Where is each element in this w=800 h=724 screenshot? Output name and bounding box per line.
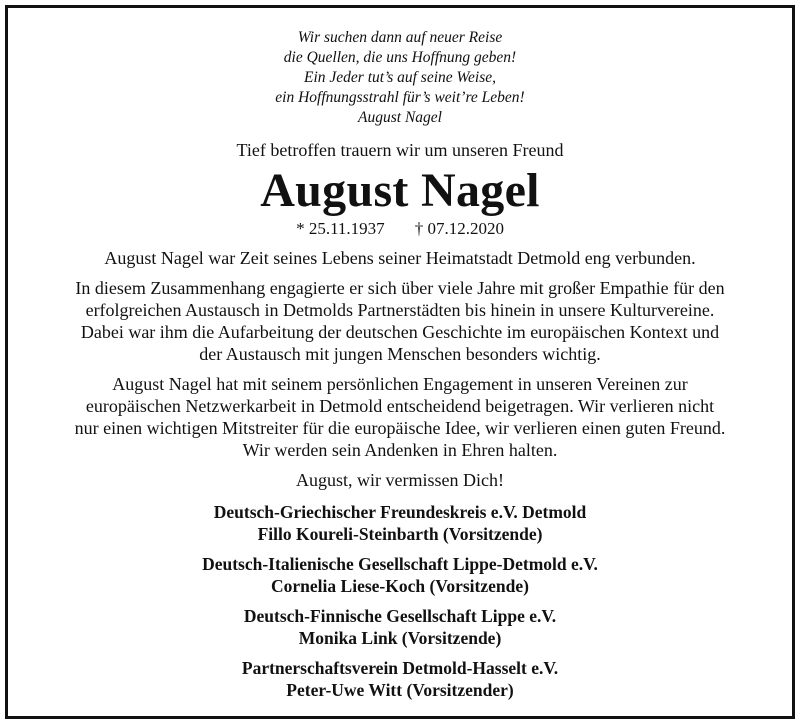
signature-org: Deutsch-Italienische Gesellschaft Lippe-Detmold e.V. (202, 554, 598, 574)
signature-block (8, 657, 792, 701)
deceased-name: August Nagel (260, 164, 540, 217)
paragraph-line: In diesem Zusammenhang engagierte er sich über viele Jahre mit großer Empathie für den (75, 278, 725, 298)
signature-person: Peter-Uwe Witt (Vorsitzender) (286, 680, 514, 700)
signature-block (8, 605, 792, 649)
paragraph-line: August Nagel war Zeit seines Lebens seiner Heimatstadt Detmold eng verbunden. (104, 248, 696, 268)
farewell-text: August, wir vermissen Dich! (296, 470, 504, 490)
paragraph-line: nur einen wichtigen Mitstreiter für die europäische Idee, wir verlieren einen guten Freund. (74, 418, 726, 438)
signature-person: Cornelia Liese-Koch (Vorsitzende) (271, 576, 529, 596)
poem-author: August Nagel (358, 109, 442, 126)
poem-line: Wir suchen dann auf neuer Reise (297, 29, 503, 46)
paragraph-line: europäischen Netzwerkarbeit in Detmold entscheidend beigetragen. Wir verlieren nicht (85, 396, 715, 416)
signature-org: Partnerschaftsverein Detmold-Hasselt e.V. (241, 658, 559, 678)
death-date: † 07.12.2020 (414, 219, 504, 238)
paragraph-line: der Austausch mit jungen Menschen besonders wichtig. (199, 344, 601, 364)
signature-block (8, 553, 792, 597)
poem (8, 28, 792, 128)
paragraph-1 (8, 247, 792, 269)
paragraph-line: August Nagel hat mit seinem persönlichen Engagement in unseren Vereinen zur (112, 374, 688, 394)
signature-person: Fillo Koureli-Steinbarth (Vorsitzende) (257, 524, 543, 544)
signature-org: Deutsch-Griechischer Freundeskreis e.V. Detmold (213, 502, 587, 522)
signature-person: Monika Link (Vorsitzende) (298, 628, 502, 648)
poem-line: Ein Jeder tut’s auf seine Weise, (304, 69, 496, 86)
intro-text: Tief betroffen trauern wir um unseren Freund (236, 140, 564, 160)
poem-line: ein Hoffnungsstrahl für’s weit’re Leben! (275, 89, 525, 106)
signature-org: Deutsch-Finnische Gesellschaft Lippe e.V. (243, 606, 557, 626)
paragraph-line: erfolgreichen Austausch in Detmolds Partnerstädten bis hinein in unsere Kulturvereine. (85, 300, 715, 320)
signature-block (8, 501, 792, 545)
paragraph-line: Dabei war ihm die Aufarbeitung der deutschen Geschichte im europäischen Kontext und (80, 322, 720, 342)
paragraph-line: Wir werden sein Andenken in Ehren halten. (242, 440, 558, 460)
paragraph-3 (8, 373, 792, 461)
poem-line: die Quellen, die uns Hoffnung geben! (283, 49, 517, 66)
life-dates (8, 219, 792, 239)
paragraph-2 (8, 277, 792, 365)
obituary-frame (5, 5, 795, 719)
birth-date: * 25.11.1937 (296, 219, 385, 238)
obituary-content (8, 8, 792, 716)
